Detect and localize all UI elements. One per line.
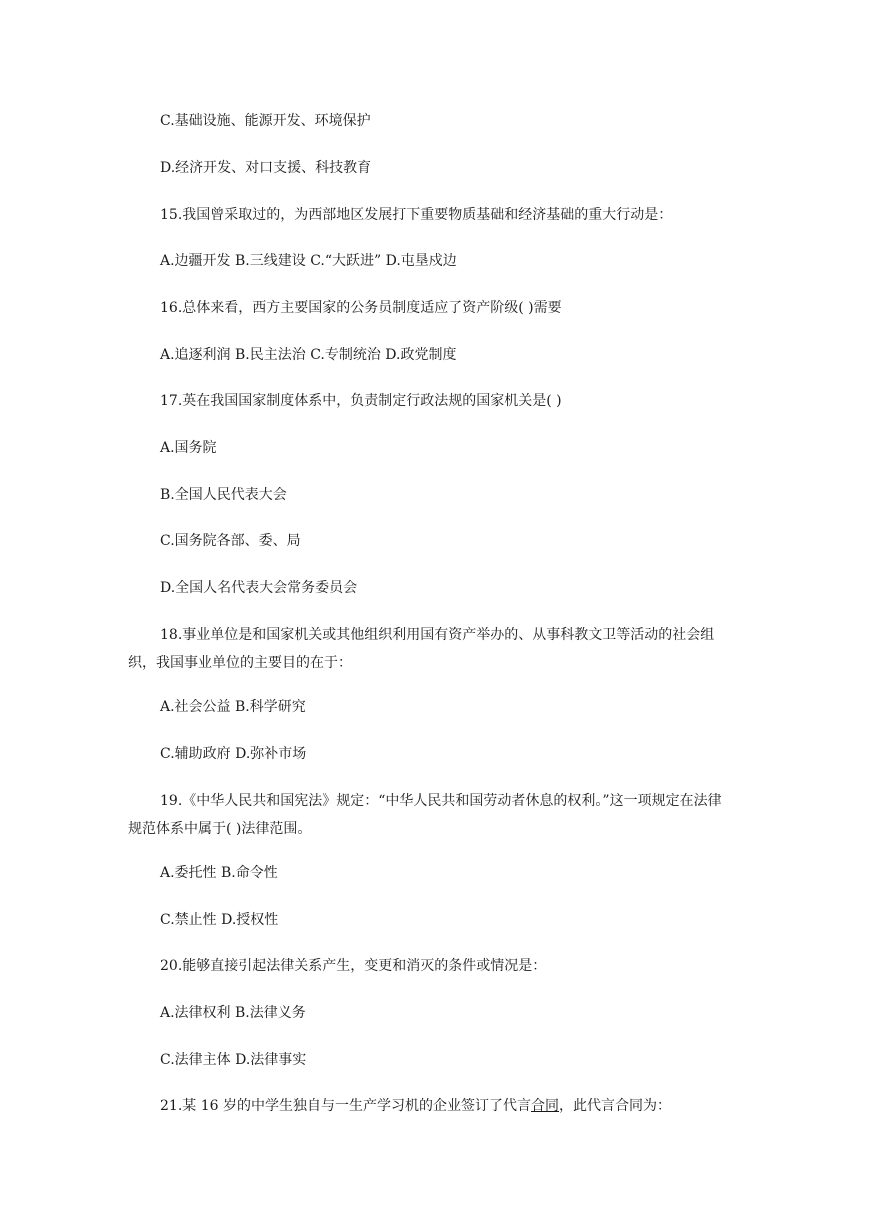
options-19-cd: C.禁止性 D.授权性 — [160, 912, 279, 928]
question-18: 18.事业单位是和国家机关或其他组织利用国有资产举办的、从事科教文卫等活动的社会组织，我国事业单位的主要目的在于： — [128, 627, 715, 671]
question-16: 16.总体来看，西方主要国家的公务员制度适应了资产阶级( )需要 — [160, 300, 562, 316]
question-19: 19.《中华人民共和国宪法》规定：“中华人民共和国劳动者休息的权利。”这一项规定在法律规范体系中属于( )法律范围。 — [128, 793, 722, 837]
question-21-tail: ，此代言合同为： — [558, 1098, 671, 1114]
options-16: A.追逐利润 B.民主法治 C.专制统治 D.政党制度 — [160, 347, 457, 363]
contract-link[interactable]: 合同 — [530, 1098, 559, 1114]
options-18-cd: C.辅助政府 D.弥补市场 — [160, 746, 307, 762]
option-17a: A.国务院 — [160, 440, 217, 456]
option-17c: C.国务院各部、委、局 — [160, 533, 301, 549]
option-17b: B.全国人民代表大会 — [160, 487, 287, 503]
question-17: 17.英在我国国家制度体系中，负责制定行政法规的国家机关是( ) — [160, 393, 562, 409]
options-20-ab: A.法律权利 B.法律义务 — [160, 1005, 306, 1021]
options-15: A.边疆开发 B.三线建设 C.“大跃进” D.屯垦戍边 — [160, 253, 457, 269]
options-20-cd: C.法律主体 D.法律事实 — [160, 1052, 307, 1068]
option-line: D.经济开发、对口支援、科技教育 — [160, 160, 372, 176]
question-21-text: 21.某 16 岁的中学生独自与一生产学习机的企业签订了代言 — [160, 1098, 531, 1114]
options-18-ab: A.社会公益 B.科学研究 — [160, 699, 306, 715]
question-20: 20.能够直接引起法律关系产生，变更和消灭的条件或情况是： — [160, 958, 547, 974]
question-21 — [160, 1095, 671, 1117]
options-19-ab: A.委托性 B.命令性 — [160, 865, 278, 881]
option-17d: D.全国人名代表大会常务委员会 — [160, 580, 358, 596]
option-line: C.基础设施、能源开发、环境保护 — [160, 113, 371, 129]
question-15: 15.我国曾采取过的，为西部地区发展打下重要物质基础和经济基础的重大行动是： — [160, 207, 673, 223]
